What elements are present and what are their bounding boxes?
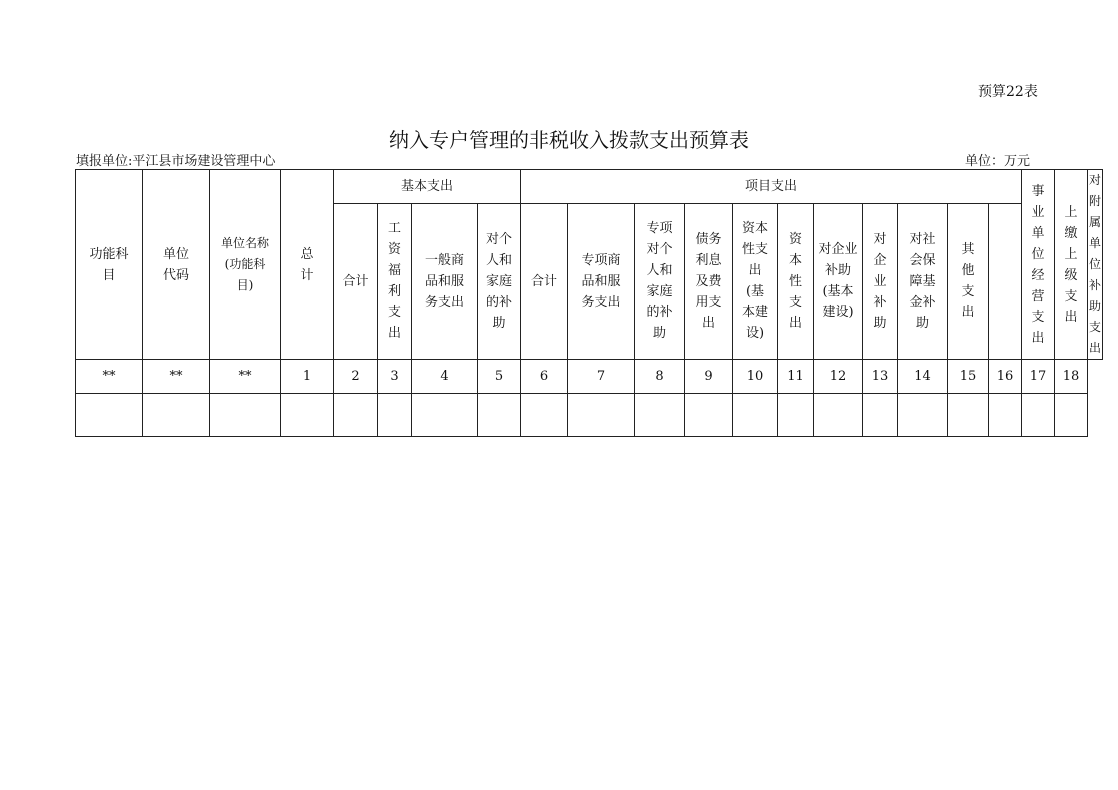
header-enterprise-subsidy: 对企业补助 xyxy=(863,203,898,359)
empty-cell xyxy=(76,394,143,437)
index-cell: 2 xyxy=(334,360,378,394)
empty-cell xyxy=(948,394,989,437)
index-cell: 12 xyxy=(814,360,863,394)
header-special-goods: 专项商品和服务支出 xyxy=(568,203,635,359)
index-cell: ** xyxy=(143,360,210,394)
index-cell: 7 xyxy=(568,360,635,394)
index-cell: 10 xyxy=(733,360,778,394)
empty-cell xyxy=(1022,394,1055,437)
header-capital-expenditure: 资本性支出 xyxy=(778,203,814,359)
header-project-group: 项目支出 xyxy=(521,170,1022,204)
index-cell: 6 xyxy=(521,360,568,394)
header-basic-subtotal: 合计 xyxy=(334,203,378,359)
header-enterprise-subsidy-construction: 对企业补助(基本建设) xyxy=(814,203,863,359)
header-other-expenditure: 其他支出 xyxy=(948,203,989,359)
currency-unit: 单位：万元 xyxy=(965,154,1031,169)
header-project-subtotal: 合计 xyxy=(521,203,568,359)
header-basic-group: 基本支出 xyxy=(334,170,521,204)
empty-cell xyxy=(568,394,635,437)
index-cell: 16 xyxy=(989,360,1022,394)
reporting-unit: 填报单位:平江县市场建设管理中心 xyxy=(76,154,276,169)
index-cell: 3 xyxy=(378,360,412,394)
index-cell: 11 xyxy=(778,360,814,394)
form-number: 预算22表 xyxy=(978,84,1038,100)
header-function-subject: 功能科目 xyxy=(76,170,143,360)
index-cell: 1 xyxy=(281,360,334,394)
index-cell: 15 xyxy=(948,360,989,394)
page-title: 纳入专户管理的非税收入拨款支出预算表 xyxy=(389,128,749,152)
index-cell: 4 xyxy=(412,360,478,394)
header-subsidiary-subsidy: 对附属单位补助支出 xyxy=(1088,170,1103,360)
empty-cell xyxy=(143,394,210,437)
index-cell: ** xyxy=(210,360,281,394)
empty-cell xyxy=(521,394,568,437)
empty-cell xyxy=(814,394,863,437)
header-special-individual: 专项对个人和家庭的补助 xyxy=(635,203,685,359)
empty-cell xyxy=(635,394,685,437)
index-cell: 9 xyxy=(685,360,733,394)
index-row xyxy=(76,360,1103,394)
index-cell: 18 xyxy=(1055,360,1088,394)
empty-cell xyxy=(685,394,733,437)
index-cell: 5 xyxy=(478,360,521,394)
header-debt-interest: 债务利息及费用支出 xyxy=(685,203,733,359)
index-cell: 8 xyxy=(635,360,685,394)
index-cell: 14 xyxy=(898,360,948,394)
data-row-empty xyxy=(76,394,1103,437)
empty-cell xyxy=(412,394,478,437)
header-capital-basic-construction: 资本性支出(基本建设) xyxy=(733,203,778,359)
empty-cell xyxy=(281,394,334,437)
empty-cell xyxy=(898,394,948,437)
header-unit-code: 单位代码 xyxy=(143,170,210,360)
empty-cell xyxy=(778,394,814,437)
index-cell: 13 xyxy=(863,360,898,394)
header-individual-household: 对个人和家庭的补助 xyxy=(478,203,521,359)
empty-cell xyxy=(863,394,898,437)
header-payment-to-higher: 上缴上级支出 xyxy=(1055,170,1088,360)
header-social-security-fund: 对社会保障基金补助 xyxy=(898,203,948,359)
empty-cell xyxy=(1055,394,1088,437)
empty-cell xyxy=(210,394,281,437)
empty-cell xyxy=(478,394,521,437)
empty-cell xyxy=(378,394,412,437)
header-public-institution-operation: 事业单位经营支出 xyxy=(1022,170,1055,360)
header-goods-services: 一般商品和服务支出 xyxy=(412,203,478,359)
empty-cell xyxy=(989,394,1022,437)
budget-table xyxy=(75,169,1103,437)
empty-cell xyxy=(733,394,778,437)
index-cell: 17 xyxy=(1022,360,1055,394)
index-cell: ** xyxy=(76,360,143,394)
header-unit-name: 单位名称(功能科目) xyxy=(210,170,281,360)
header-total: 总计 xyxy=(281,170,334,360)
header-wages-welfare: 工资福利支出 xyxy=(378,203,412,359)
empty-cell xyxy=(334,394,378,437)
